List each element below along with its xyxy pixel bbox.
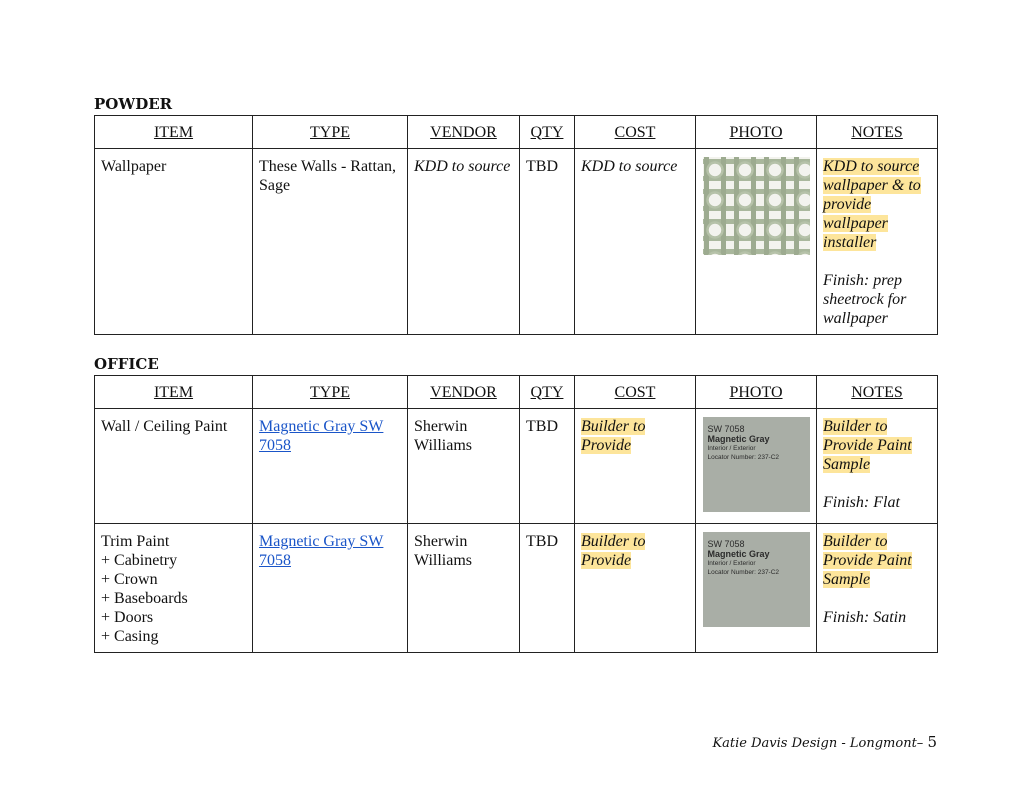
- item-line: + Doors: [101, 609, 154, 626]
- type-cell: [253, 409, 408, 524]
- swatch-line2: Locator Number: 237-C2: [707, 454, 780, 461]
- cost-highlight: Builder to Provide: [581, 533, 646, 569]
- photo-cell: [696, 409, 817, 524]
- item-cell: [95, 524, 253, 653]
- office-header-row: [95, 376, 938, 409]
- header-photo: PHOTO: [696, 376, 817, 409]
- item-line: Trim Paint: [101, 533, 170, 550]
- cost-cell: KDD to source: [575, 149, 696, 335]
- item-cell: [95, 409, 253, 524]
- header-type: TYPE: [253, 116, 408, 149]
- vendor-cell: Sherwin Williams: [408, 409, 520, 524]
- header-notes: NOTES: [817, 116, 938, 149]
- swatch-code: SW 7058: [707, 424, 745, 434]
- paint-color-link[interactable]: Magnetic Gray SW 7058: [259, 418, 384, 454]
- table-row: [95, 149, 938, 335]
- paint-color-link[interactable]: Magnetic Gray SW 7058: [259, 533, 384, 569]
- swatch-line1: Interior / Exterior: [707, 560, 756, 567]
- header-item: ITEM: [95, 376, 253, 409]
- paint-swatch-image: [703, 532, 810, 627]
- photo-cell: [696, 149, 817, 335]
- cost-cell: [575, 524, 696, 653]
- notes-highlight: Builder to Provide Paint Sample: [823, 533, 912, 588]
- qty-cell: TBD: [520, 149, 575, 335]
- swatch-line1: Interior / Exterior: [707, 445, 756, 452]
- office-table: [94, 375, 938, 653]
- header-vendor: VENDOR: [408, 376, 520, 409]
- vendor-cell: KDD to source: [408, 149, 520, 335]
- page-number: 5: [927, 733, 937, 751]
- table-row: [95, 524, 938, 653]
- swatch-name: Magnetic Gray: [707, 434, 770, 444]
- header-vendor: VENDOR: [408, 116, 520, 149]
- footer-text: Katie Davis Design - Longmont–: [712, 736, 924, 751]
- notes-cell: [817, 409, 938, 524]
- item-line: + Cabinetry: [101, 552, 178, 569]
- notes-cell: [817, 149, 938, 335]
- type-cell: These Walls - Rattan, Sage: [253, 149, 408, 335]
- swatch-name: Magnetic Gray: [707, 549, 770, 559]
- cost-cell: [575, 409, 696, 524]
- header-cost: COST: [575, 116, 696, 149]
- header-qty: QTY: [520, 376, 575, 409]
- notes-highlight: Builder to Provide Paint Sample: [823, 418, 912, 473]
- cost-highlight: Builder to Provide: [581, 418, 646, 454]
- notes-highlight: KDD to source wallpaper & to provide wallpaper installer: [823, 158, 921, 251]
- header-type: TYPE: [253, 376, 408, 409]
- header-photo: PHOTO: [696, 116, 817, 149]
- powder-header-row: [95, 116, 938, 149]
- notes-finish: Finish: prep sheetrock for wallpaper: [823, 272, 907, 327]
- office-section-title: OFFICE: [94, 355, 159, 373]
- item-cell: Wallpaper: [95, 149, 253, 335]
- rattan-wallpaper-image: [703, 157, 810, 255]
- photo-cell: [696, 524, 817, 653]
- powder-section-title: POWDER: [94, 95, 173, 113]
- paint-swatch-image: [703, 417, 810, 512]
- qty-cell: TBD: [520, 409, 575, 524]
- header-qty: QTY: [520, 116, 575, 149]
- powder-table: [94, 115, 938, 335]
- item-line: Wall / Ceiling Paint: [101, 418, 228, 435]
- header-cost: COST: [575, 376, 696, 409]
- vendor-cell: Sherwin Williams: [408, 524, 520, 653]
- qty-cell: TBD: [520, 524, 575, 653]
- page-footer: [712, 733, 937, 751]
- item-line: + Crown: [101, 571, 158, 588]
- notes-cell: [817, 524, 938, 653]
- swatch-line2: Locator Number: 237-C2: [707, 569, 780, 576]
- notes-finish: Finish: Flat: [823, 494, 900, 511]
- table-row: [95, 409, 938, 524]
- header-notes: NOTES: [817, 376, 938, 409]
- type-cell: [253, 524, 408, 653]
- notes-finish: Finish: Satin: [823, 609, 907, 626]
- item-line: + Casing: [101, 628, 159, 645]
- item-line: + Baseboards: [101, 590, 188, 607]
- header-item: ITEM: [95, 116, 253, 149]
- swatch-code: SW 7058: [707, 539, 745, 549]
